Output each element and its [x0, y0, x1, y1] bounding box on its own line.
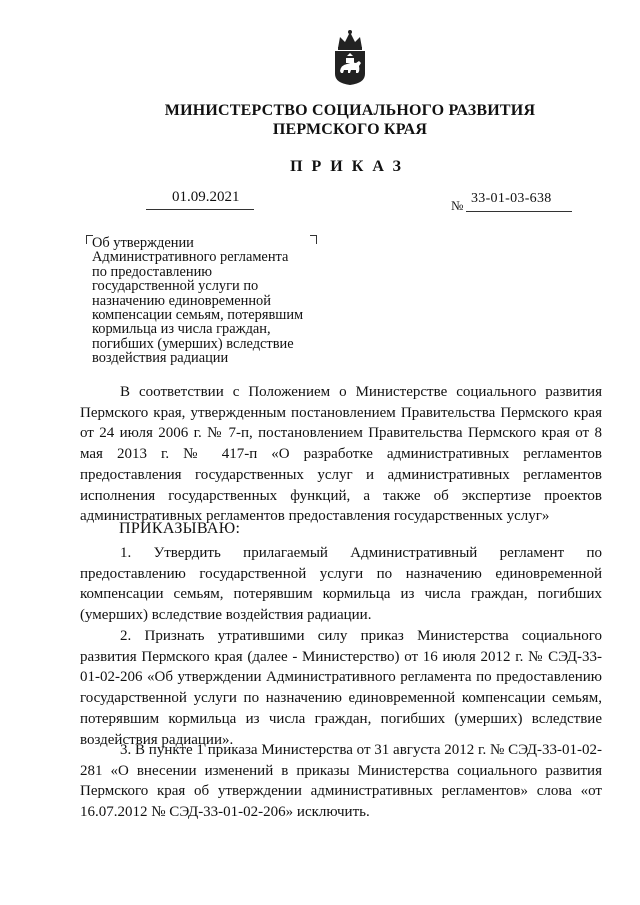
document-type-title: ПРИКАЗ [290, 158, 410, 175]
subject-line: назначению единовременной [92, 292, 271, 309]
document-number: 33-01-03-638 [471, 191, 552, 206]
subject-line: государственной услуги по [92, 278, 259, 295]
decree-word: ПРИКАЗЫВАЮ: [119, 520, 241, 537]
order-item-3 [80, 740, 602, 823]
subject-line: погибших (умерших) вследствие [92, 335, 294, 352]
subject-line: Об утверждении [92, 235, 194, 251]
order-item-text: 3. В пункте 1 приказа Министерства от 31 августа 2012 г. № СЭД-33-01-02-281 «О внесении изменений в приказы Министерства социального развития Пермского края об утверждении административных регламентов» слова «от 16.07.2012 № СЭД-33-01-02-206» исключить. [80, 742, 602, 821]
subject-line: компенсации семьям, потерявшим [92, 307, 304, 324]
preamble-paragraph [80, 382, 602, 527]
subject-block [92, 236, 322, 366]
subject-line: по предоставлению [92, 263, 213, 280]
ministry-name-line1: МИНИСТЕРСТВО СОЦИАЛЬНОГО РАЗВИТИЯ [164, 102, 536, 119]
subject-line: кормильца из числа граждан, [92, 321, 271, 338]
date-underline [146, 209, 254, 210]
number-underline [466, 211, 572, 212]
order-item-text: 2. Признать утратившими силу приказ Министерства социального развития Пермского края (далее - Министерство) от 16 июля 2012 г. № СЭД-33-01-02-206 «Об утверждении Административного регламента по предоставлению государственной услуги по назначению единовременной компенсации семьям, потерявшим кормильца из числа граждан, погибших (умерших) вследствие воздействия радиации». [80, 628, 602, 748]
order-item-1 [80, 543, 602, 626]
subject-line: воздействия радиации [92, 350, 229, 367]
order-item-text: 1. Утвердить прилагаемый Административный регламент по предоставлению государственной услуги по назначению единовременной компенсации семьям, потерявшим кормильца из числа граждан, погибших (умерших) вследствие воздействия радиации. [80, 545, 602, 624]
perm-krai-coat-of-arms-icon [330, 28, 370, 86]
number-sign: № [451, 198, 464, 213]
document-date: 01.09.2021 [172, 189, 240, 205]
subject-line: Административного регламента [92, 249, 289, 266]
order-item-2 [80, 626, 602, 750]
preamble-text: В соответствии с Положением о Министерстве социального развития Пермского края, утвержденным постановлением Правительства Пермского края от 24 июля 2006 г. № 7-п, постановлением Правительства Пермского края от 8 мая 2013 г. № 417-п «О разработке административных регламентов предоставления государственных услуг и административных регламентов исполнения государственных функций, а также об экспертизе проектов административных регламентов предоставления государственных услуг» [80, 384, 602, 525]
ministry-name-line2: ПЕРМСКОГО КРАЯ [272, 121, 428, 138]
